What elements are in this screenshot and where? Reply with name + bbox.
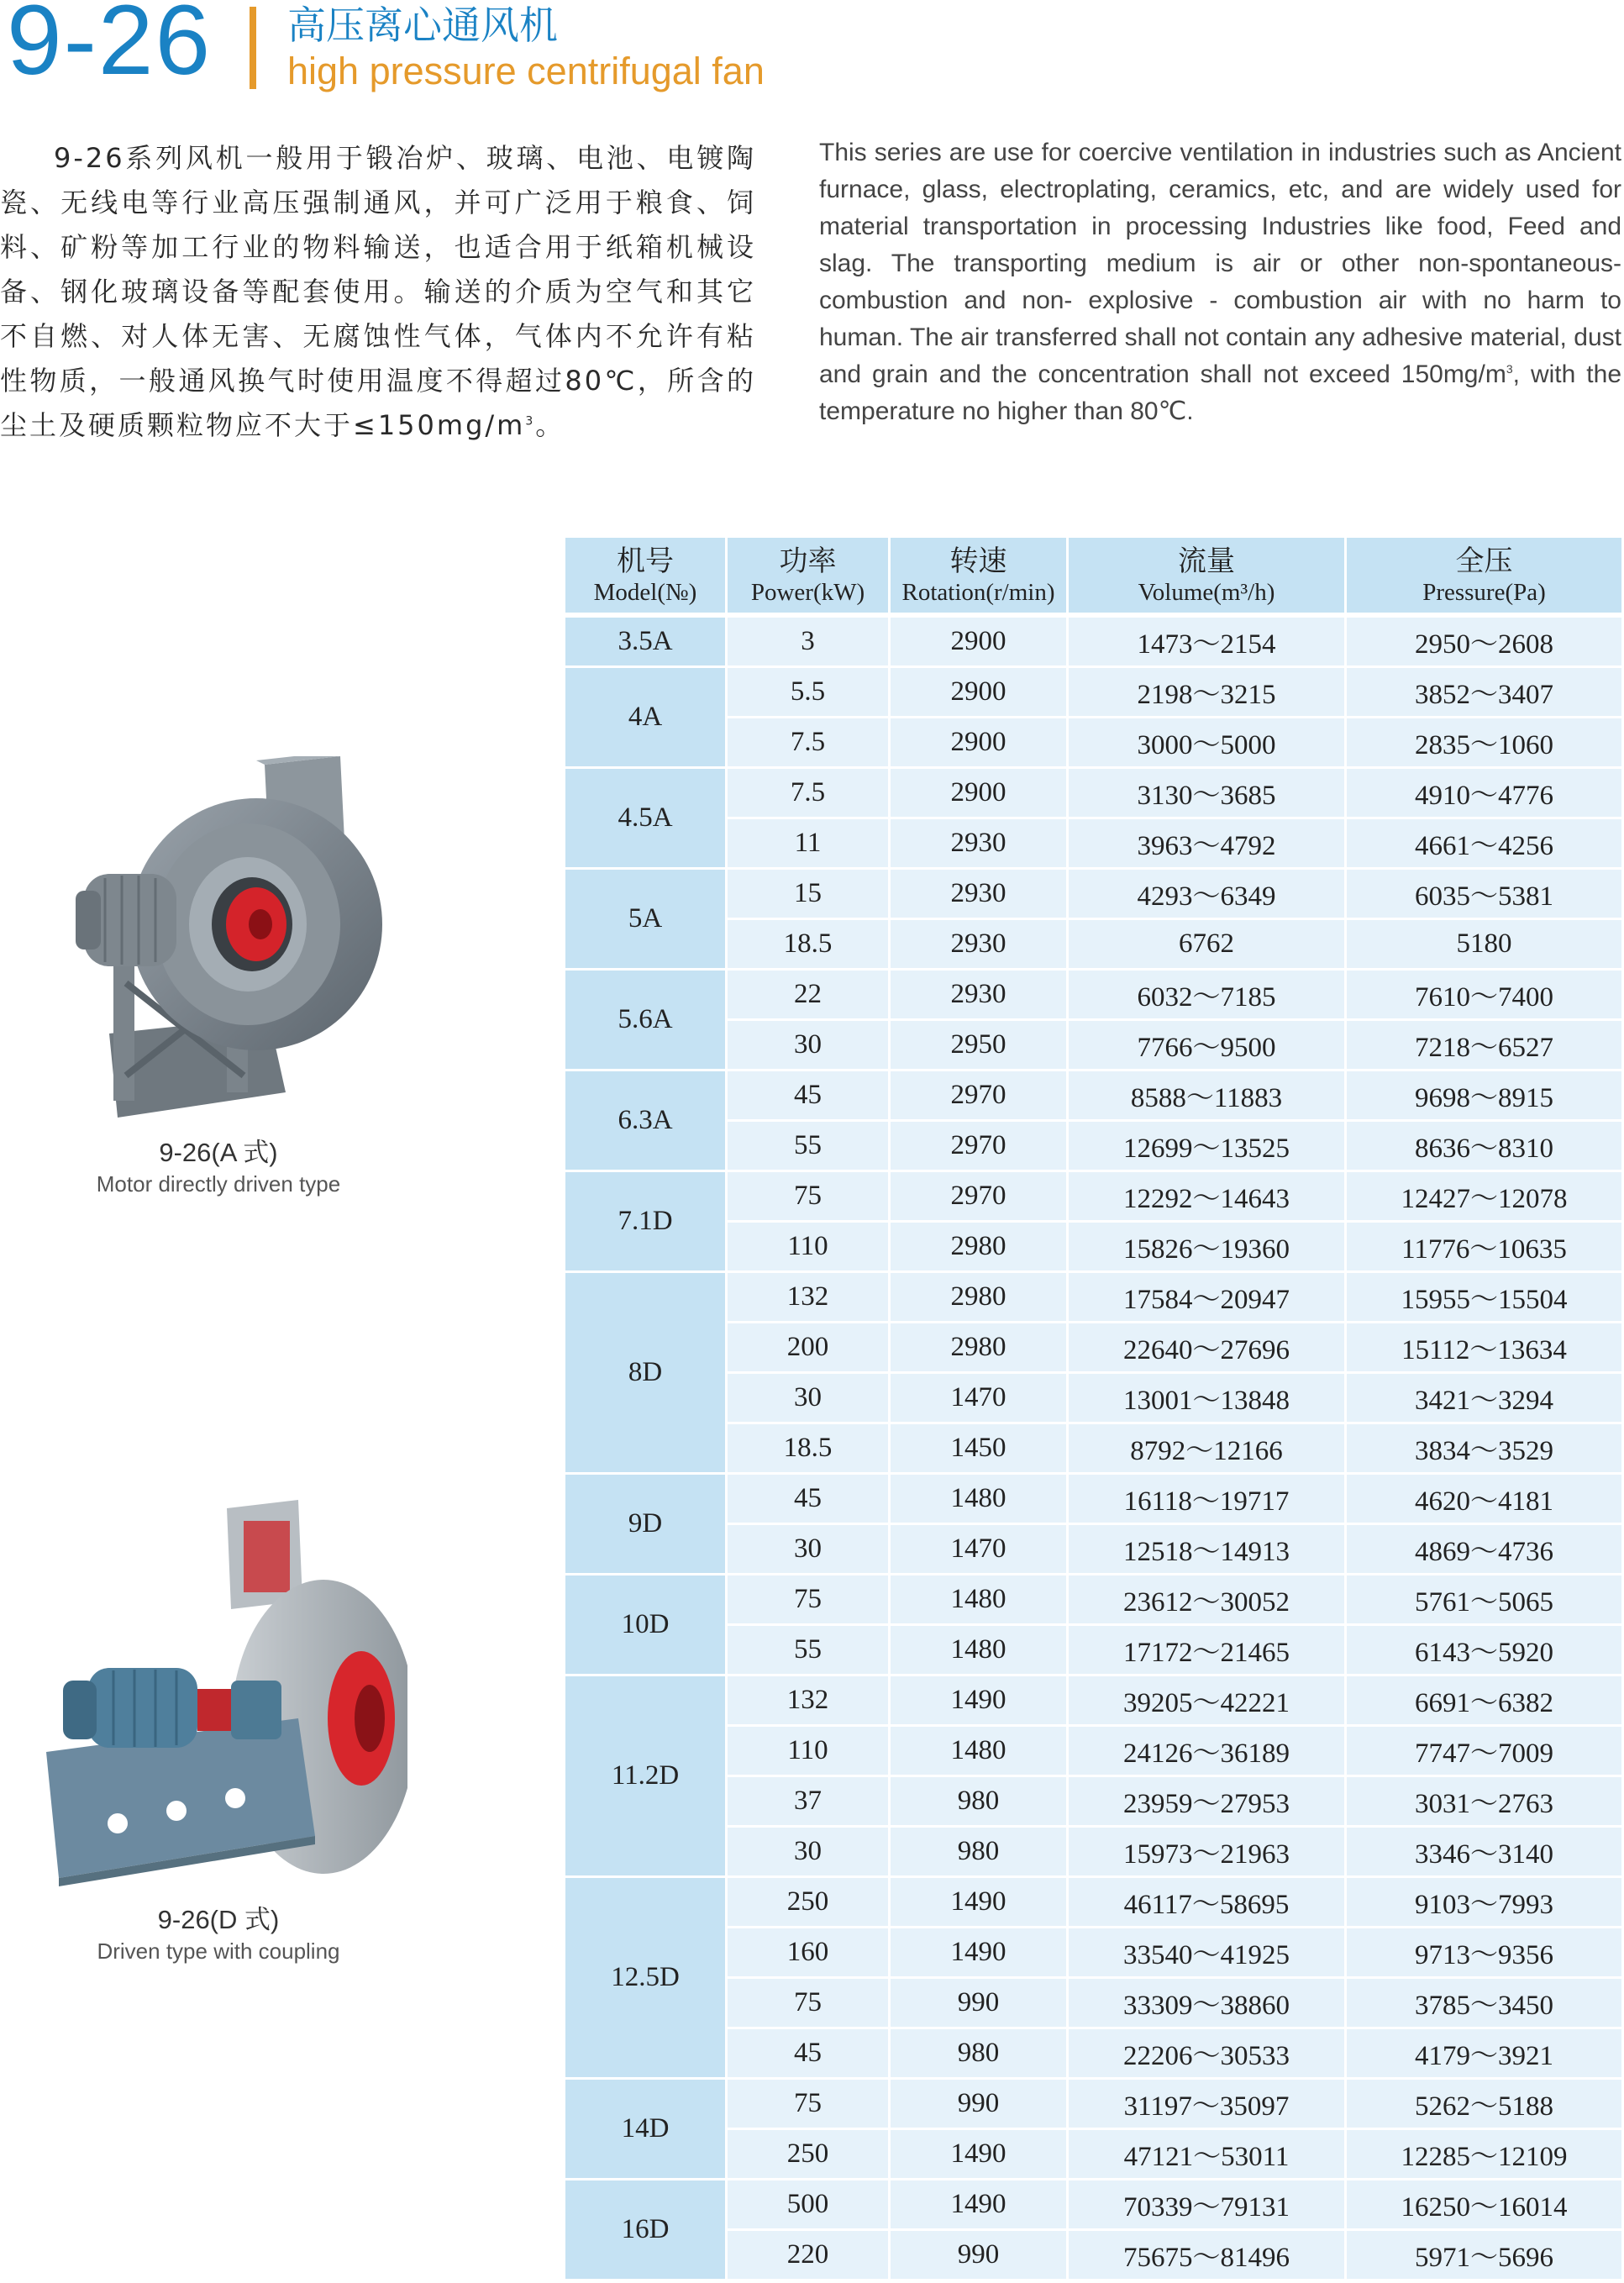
volume-cell: 17584～20947 xyxy=(1069,1273,1347,1323)
header-rotation xyxy=(891,538,1069,618)
pressure-cell: 9103～7993 xyxy=(1347,1878,1624,1928)
pressure-cell: 7610～7400 xyxy=(1347,971,1624,1021)
specs-table xyxy=(565,538,1624,2281)
pressure-cell: 9698～8915 xyxy=(1347,1071,1624,1122)
header-volume-en: Volume(m³/h) xyxy=(1138,578,1275,606)
rotation-cell: 2900 xyxy=(891,718,1069,769)
volume-cell: 46117～58695 xyxy=(1069,1878,1347,1928)
power-cell: 7.5 xyxy=(728,769,891,819)
power-cell: 132 xyxy=(728,1273,891,1323)
power-cell: 160 xyxy=(728,1928,891,1979)
pressure-cell: 15955～15504 xyxy=(1347,1273,1624,1323)
model-cell: 16D xyxy=(565,2180,728,2281)
volume-cell: 47121～53011 xyxy=(1069,2130,1347,2180)
volume-cell: 2198～3215 xyxy=(1069,668,1347,718)
pressure-cell: 3852～3407 xyxy=(1347,668,1624,718)
table-row xyxy=(565,1878,1624,1928)
rotation-cell: 2970 xyxy=(891,1122,1069,1172)
power-cell: 55 xyxy=(728,1626,891,1676)
rotation-cell: 1490 xyxy=(891,1928,1069,1979)
pressure-cell: 11776～10635 xyxy=(1347,1223,1624,1273)
power-cell: 5.5 xyxy=(728,668,891,718)
model-cell: 7.1D xyxy=(565,1172,728,1273)
model-cell: 5.6A xyxy=(565,971,728,1071)
header-pressure-en: Pressure(Pa) xyxy=(1422,578,1546,606)
rotation-cell: 2970 xyxy=(891,1071,1069,1122)
header-power xyxy=(728,538,891,618)
volume-cell: 33540～41925 xyxy=(1069,1928,1347,1979)
power-cell: 250 xyxy=(728,1878,891,1928)
pressure-cell: 3785～3450 xyxy=(1347,1979,1624,2029)
superscript: 3 xyxy=(525,414,536,429)
volume-cell: 31197～35097 xyxy=(1069,2080,1347,2130)
table-row xyxy=(565,971,1624,1021)
header-rotation-cn: 转速 xyxy=(949,544,1007,578)
pressure-cell: 12427～12078 xyxy=(1347,1172,1624,1223)
rotation-cell: 1490 xyxy=(891,2180,1069,2231)
pressure-cell: 6035～5381 xyxy=(1347,870,1624,920)
pressure-cell: 3031～2763 xyxy=(1347,1777,1624,1828)
volume-cell: 3000～5000 xyxy=(1069,718,1347,769)
volume-cell: 22640～27696 xyxy=(1069,1323,1347,1374)
power-cell: 75 xyxy=(728,1979,891,2029)
power-cell: 18.5 xyxy=(728,1424,891,1475)
title-english: high pressure centrifugal fan xyxy=(287,50,765,92)
power-cell: 45 xyxy=(728,2029,891,2080)
power-cell: 132 xyxy=(728,1676,891,1727)
superscript: 3 xyxy=(1506,362,1513,376)
header-pressure-cn: 全压 xyxy=(1455,544,1513,578)
pressure-cell: 5180 xyxy=(1347,920,1624,971)
rotation-cell: 2980 xyxy=(891,1323,1069,1374)
fan-a-caption-sub: Motor directly driven type xyxy=(96,1171,341,1197)
power-cell: 18.5 xyxy=(728,920,891,971)
rotation-cell: 1450 xyxy=(891,1424,1069,1475)
table-row xyxy=(565,2180,1624,2231)
pressure-cell: 3346～3140 xyxy=(1347,1828,1624,1878)
title-chinese: 高压离心通风机 xyxy=(287,3,558,48)
volume-cell: 23612～30052 xyxy=(1069,1575,1347,1626)
pressure-cell: 4661～4256 xyxy=(1347,819,1624,870)
description-english-end: , with the temperature no higher than 80℃. xyxy=(819,360,1622,425)
pressure-cell: 4910～4776 xyxy=(1347,769,1624,819)
pressure-cell: 4869～4736 xyxy=(1347,1525,1624,1575)
specs-table-wrap xyxy=(565,538,1624,2281)
volume-cell: 15826～19360 xyxy=(1069,1223,1347,1273)
rotation-cell: 1480 xyxy=(891,1727,1069,1777)
power-cell: 7.5 xyxy=(728,718,891,769)
volume-cell: 13001～13848 xyxy=(1069,1374,1347,1424)
pressure-cell: 6143～5920 xyxy=(1347,1626,1624,1676)
pressure-cell: 5761～5065 xyxy=(1347,1575,1624,1626)
fan-a-caption xyxy=(0,1136,437,1198)
header-rotation-en: Rotation(r/min) xyxy=(901,578,1055,606)
fan-d-caption-sub: Driven type with coupling xyxy=(97,1938,340,1964)
volume-cell: 39205～42221 xyxy=(1069,1676,1347,1727)
volume-cell: 6032～7185 xyxy=(1069,971,1347,1021)
pressure-cell: 16250～16014 xyxy=(1347,2180,1624,2231)
volume-cell: 12699～13525 xyxy=(1069,1122,1347,1172)
rotation-cell: 2930 xyxy=(891,870,1069,920)
pressure-cell: 5262～5188 xyxy=(1347,2080,1624,2130)
rotation-cell: 980 xyxy=(891,1777,1069,1828)
volume-cell: 23959～27953 xyxy=(1069,1777,1347,1828)
power-cell: 110 xyxy=(728,1727,891,1777)
power-cell: 75 xyxy=(728,1172,891,1223)
table-header-row xyxy=(565,538,1624,618)
volume-cell: 17172～21465 xyxy=(1069,1626,1347,1676)
rotation-cell: 990 xyxy=(891,2080,1069,2130)
power-cell: 500 xyxy=(728,2180,891,2231)
rotation-cell: 1480 xyxy=(891,1475,1069,1525)
volume-cell: 75675～81496 xyxy=(1069,2231,1347,2281)
table-row xyxy=(565,769,1624,819)
rotation-cell: 1470 xyxy=(891,1525,1069,1575)
rotation-cell: 2930 xyxy=(891,971,1069,1021)
model-number: 9-26 xyxy=(7,0,213,96)
model-cell: 6.3A xyxy=(565,1071,728,1172)
description-chinese-end: 。 xyxy=(535,409,565,441)
rotation-cell: 2900 xyxy=(891,668,1069,718)
power-cell: 55 xyxy=(728,1122,891,1172)
rotation-cell: 2970 xyxy=(891,1172,1069,1223)
rotation-cell: 2900 xyxy=(891,769,1069,819)
volume-cell: 1473～2154 xyxy=(1069,618,1347,668)
table-row xyxy=(565,1475,1624,1525)
volume-cell: 22206～30533 xyxy=(1069,2029,1347,2080)
model-cell: 14D xyxy=(565,2080,728,2180)
fan-d-caption xyxy=(0,1903,437,1965)
description-chinese xyxy=(0,136,756,448)
power-cell: 30 xyxy=(728,1828,891,1878)
volume-cell: 16118～19717 xyxy=(1069,1475,1347,1525)
fan-d-caption-main: 9-26(D 式) xyxy=(157,1905,280,1934)
pressure-cell: 7747～7009 xyxy=(1347,1727,1624,1777)
header-power-cn: 功率 xyxy=(779,544,837,578)
power-cell: 220 xyxy=(728,2231,891,2281)
model-cell: 9D xyxy=(565,1475,728,1575)
volume-cell: 12518～14913 xyxy=(1069,1525,1347,1575)
rotation-cell: 2950 xyxy=(891,1021,1069,1071)
table-row xyxy=(565,1071,1624,1122)
model-cell: 11.2D xyxy=(565,1676,728,1878)
table-body xyxy=(565,618,1624,2281)
power-cell: 45 xyxy=(728,1071,891,1122)
header-volume xyxy=(1069,538,1347,618)
volume-cell: 70339～79131 xyxy=(1069,2180,1347,2231)
header-power-en: Power(kW) xyxy=(750,578,865,606)
volume-cell: 8792～12166 xyxy=(1069,1424,1347,1475)
volume-cell: 33309～38860 xyxy=(1069,1979,1347,2029)
power-cell: 15 xyxy=(728,870,891,920)
power-cell: 75 xyxy=(728,2080,891,2130)
pressure-cell: 8636～8310 xyxy=(1347,1122,1624,1172)
pressure-cell: 4620～4181 xyxy=(1347,1475,1624,1525)
fan-a-caption-main: 9-26(A 式) xyxy=(159,1138,278,1167)
volume-cell: 12292～14643 xyxy=(1069,1172,1347,1223)
pressure-cell: 9713～9356 xyxy=(1347,1928,1624,1979)
model-cell: 10D xyxy=(565,1575,728,1676)
power-cell: 110 xyxy=(728,1223,891,1273)
power-cell: 30 xyxy=(728,1374,891,1424)
rotation-cell: 990 xyxy=(891,1979,1069,2029)
model-cell: 12.5D xyxy=(565,1878,728,2080)
fan-d-image xyxy=(46,1500,407,1886)
rotation-cell: 2930 xyxy=(891,819,1069,870)
rotation-cell: 1490 xyxy=(891,1878,1069,1928)
power-cell: 22 xyxy=(728,971,891,1021)
rotation-cell: 1490 xyxy=(891,2130,1069,2180)
power-cell: 30 xyxy=(728,1525,891,1575)
rotation-cell: 1490 xyxy=(891,1676,1069,1727)
description-english xyxy=(819,134,1621,430)
rotation-cell: 1480 xyxy=(891,1626,1069,1676)
pressure-cell: 5971～5696 xyxy=(1347,2231,1624,2281)
volume-cell: 24126～36189 xyxy=(1069,1727,1347,1777)
header-pressure xyxy=(1347,538,1624,618)
table-row xyxy=(565,1575,1624,1626)
table-row xyxy=(565,1676,1624,1727)
volume-cell: 7766～9500 xyxy=(1069,1021,1347,1071)
pressure-cell: 3421～3294 xyxy=(1347,1374,1624,1424)
model-cell: 4A xyxy=(565,668,728,769)
table-row xyxy=(565,2080,1624,2130)
rotation-cell: 980 xyxy=(891,2029,1069,2080)
model-cell: 4.5A xyxy=(565,769,728,870)
rotation-cell: 2930 xyxy=(891,920,1069,971)
header-model-cn: 机号 xyxy=(617,544,674,578)
volume-cell: 4293～6349 xyxy=(1069,870,1347,920)
table-row xyxy=(565,668,1624,718)
volume-cell: 3130～3685 xyxy=(1069,769,1347,819)
pressure-cell: 6691～6382 xyxy=(1347,1676,1624,1727)
pressure-cell: 4179～3921 xyxy=(1347,2029,1624,2080)
rotation-cell: 1470 xyxy=(891,1374,1069,1424)
pressure-cell: 2835～1060 xyxy=(1347,718,1624,769)
power-cell: 37 xyxy=(728,1777,891,1828)
rotation-cell: 1480 xyxy=(891,1575,1069,1626)
table-row xyxy=(565,870,1624,920)
rotation-cell: 990 xyxy=(891,2231,1069,2281)
rotation-cell: 2980 xyxy=(891,1223,1069,1273)
header-model-en: Model(№) xyxy=(593,578,697,606)
table-row xyxy=(565,1273,1624,1323)
header-model xyxy=(565,538,728,618)
pressure-cell: 12285～12109 xyxy=(1347,2130,1624,2180)
rotation-cell: 2980 xyxy=(891,1273,1069,1323)
rotation-cell: 2900 xyxy=(891,618,1069,668)
pressure-cell: 7218～6527 xyxy=(1347,1021,1624,1071)
rotation-cell: 980 xyxy=(891,1828,1069,1878)
pressure-cell: 3834～3529 xyxy=(1347,1424,1624,1475)
pressure-cell: 2950～2608 xyxy=(1347,618,1624,668)
volume-cell: 15973～21963 xyxy=(1069,1828,1347,1878)
power-cell: 30 xyxy=(728,1021,891,1071)
description-english-text: This series are use for coercive ventilation in industries such as Ancient furnace, glass, electroplating, ceramics, etc, and are widely used for material transportation in processing Industries like food, Feed and slag. The transporting medium is air or other non-spontaneous-combustion and non- explosive - combustion air with no harm to human. The air transferred shall not contain any adhesive material, dust and grain and the concentration shall not exceed 150mg/m xyxy=(819,139,1621,388)
fan-a-image xyxy=(76,756,386,1126)
header-volume-cn: 流量 xyxy=(1178,544,1235,578)
model-cell: 8D xyxy=(565,1273,728,1475)
power-cell: 45 xyxy=(728,1475,891,1525)
power-cell: 200 xyxy=(728,1323,891,1374)
power-cell: 75 xyxy=(728,1575,891,1626)
table-row xyxy=(565,618,1624,668)
power-cell: 11 xyxy=(728,819,891,870)
description-chinese-text: 9-26系列风机一般用于锻冶炉、玻璃、电池、电镀陶瓷、无线电等行业高压强制通风，并可广泛用于粮食、饲料、矿粉等加工行业的物料输送，也适合用于纸箱机械设备、钢化玻璃设备等配套使用。输送的介质为空气和其它不自燃、对人体无害、无腐蚀性气体，气体内不允许有粘性物质，一般通风换气时使用温度不得超过80℃，所含的尘土及硬质颗粒物应不大于≤150mg/m xyxy=(0,142,756,441)
power-cell: 250 xyxy=(728,2130,891,2180)
model-cell: 3.5A xyxy=(565,618,728,668)
title-divider xyxy=(250,7,256,89)
volume-cell: 6762 xyxy=(1069,920,1347,971)
model-cell: 5A xyxy=(565,870,728,971)
pressure-cell: 15112～13634 xyxy=(1347,1323,1624,1374)
volume-cell: 8588～11883 xyxy=(1069,1071,1347,1122)
power-cell: 3 xyxy=(728,618,891,668)
table-row xyxy=(565,1172,1624,1223)
volume-cell: 3963～4792 xyxy=(1069,819,1347,870)
